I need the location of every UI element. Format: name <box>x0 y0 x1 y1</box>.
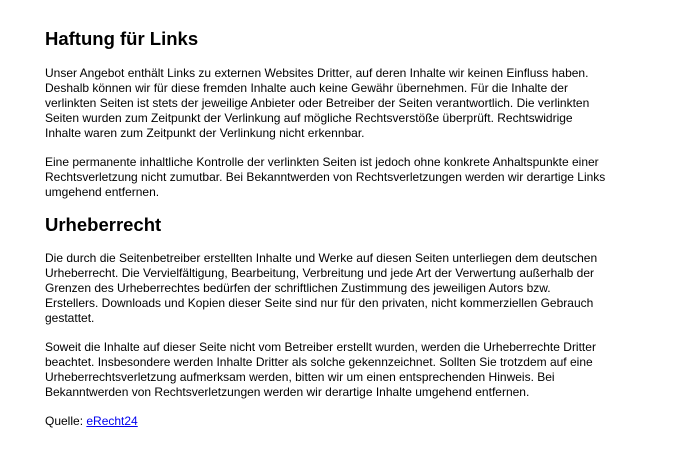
text-line: Seiten wurden zum Zeitpunkt der Verlinkung auf mögliche Rechtsverstöße überprüft. Rechtswidrige <box>45 111 573 125</box>
text-line: Unser Angebot enthält Links zu externen Websites Dritter, auf deren Inhalte wir keinen Einfluss haben. <box>45 66 589 80</box>
text-line: beachtet. Insbesondere werden Inhalte Dritter als solche gekennzeichnet. Sollten Sie trotzdem auf eine <box>45 355 593 369</box>
text-line: Eine permanente inhaltliche Kontrolle der verlinkten Seiten ist jedoch ohne konkrete Anhaltspunkte einer <box>45 155 599 169</box>
paragraph-haftung-2 <box>45 155 635 200</box>
text-line: Deshalb können wir für diese fremden Inhalte auch keine Gewähr übernehmen. Für die Inhalte der <box>45 81 568 95</box>
heading-urheberrecht: Urheberrecht <box>45 214 162 235</box>
paragraph-urheberrecht-2 <box>45 340 635 400</box>
heading-haftung-fuer-links: Haftung für Links <box>45 28 199 49</box>
text-line: Urheberrechtsverletzung aufmerksam werden, bitten wir um einen entsprechenden Hinweis. Bei <box>45 370 555 384</box>
paragraph-urheberrecht-1 <box>45 251 635 326</box>
text-line: Bekanntwerden von Rechtsverletzungen werden wir derartige Inhalte umgehend entfernen. <box>45 385 530 399</box>
source-label: Quelle: <box>45 414 87 428</box>
text-line: verlinkten Seiten ist stets der jeweilige Anbieter oder Betreiber der Seiten verantwortlich. Die verlinkten <box>45 96 590 110</box>
text-line: gestattet. <box>45 311 95 325</box>
erecht24-link[interactable]: eRecht24 <box>86 414 138 428</box>
text-line: Soweit die Inhalte auf dieser Seite nicht vom Betreiber erstellt wurden, werden die Urheberrechte Dritter <box>45 340 596 354</box>
source-line <box>45 414 635 429</box>
text-line: Erstellers. Downloads und Kopien dieser Seite sind nur für den privaten, nicht kommerziellen Gebrauch <box>45 296 594 310</box>
text-line: Rechtsverletzung nicht zumutbar. Bei Bekanntwerden von Rechtsverletzungen werden wir derartige Links <box>45 170 606 184</box>
text-line: Inhalte waren zum Zeitpunkt der Verlinkung nicht erkennbar. <box>45 126 365 140</box>
text-line: Urheberrecht. Die Vervielfältigung, Bearbeitung, Verbreitung und jede Art der Verwertung außerhalb der <box>45 266 594 280</box>
text-line: umgehend entfernen. <box>45 185 160 199</box>
paragraph-haftung-1 <box>45 66 635 141</box>
text-line: Grenzen des Urheberrechtes bedürfen der schriftlichen Zustimmung des jeweiligen Autors bzw. <box>45 281 551 295</box>
text-line: Die durch die Seitenbetreiber erstellten Inhalte und Werke auf diesen Seiten unterliegen dem deutschen <box>45 251 598 265</box>
